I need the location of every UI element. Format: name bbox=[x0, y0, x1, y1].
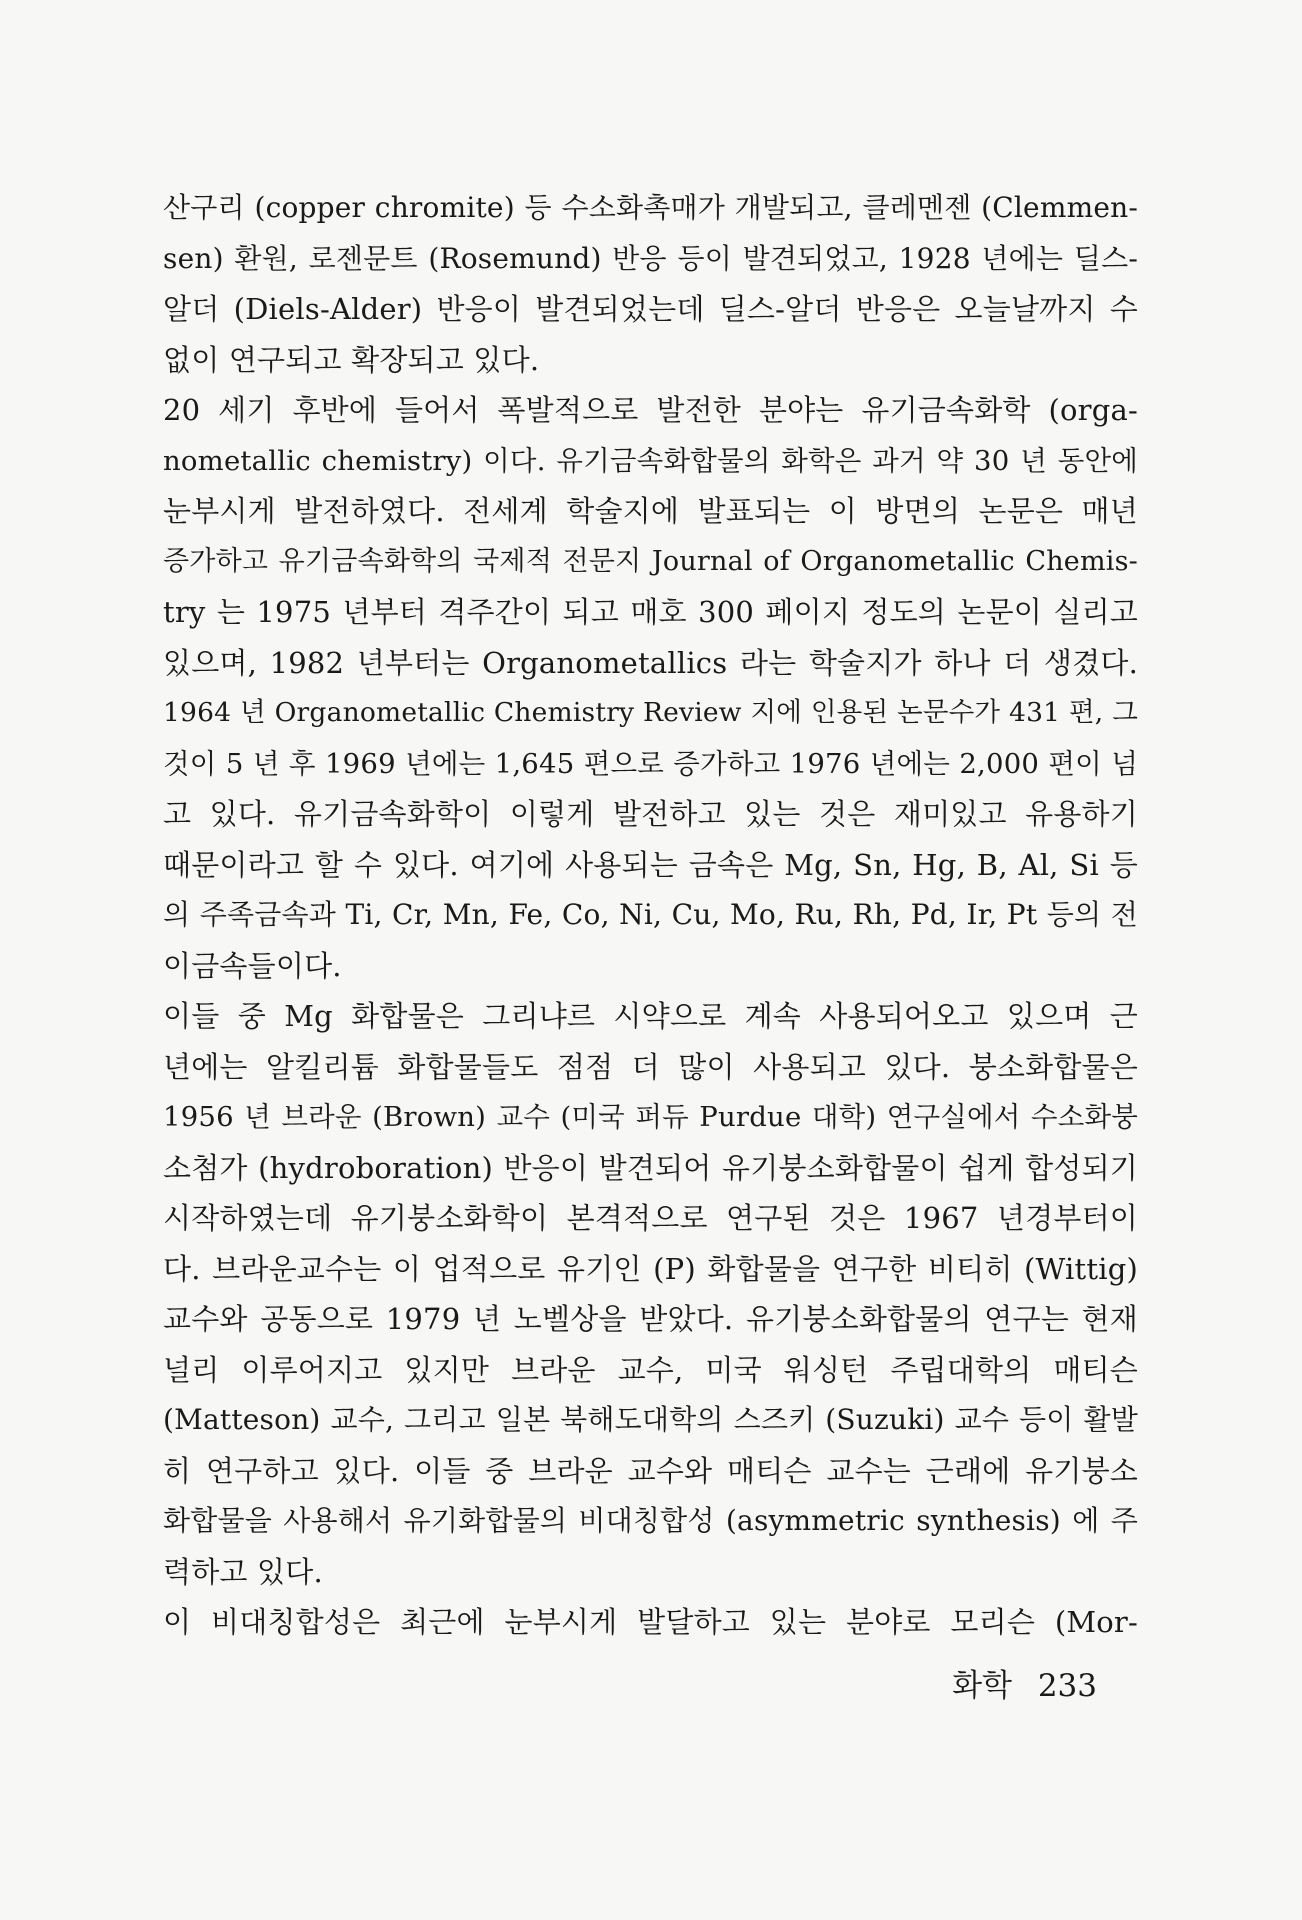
page-number: 233 bbox=[1037, 1668, 1097, 1704]
text-line: 이들 중 Mg 화합물은 그리냐르 시약으로 계속 사용되어오고 있으며 근 bbox=[163, 999, 1138, 1033]
text-line: 의 주족금속과 Ti, Cr, Mn, Fe, Co, Ni, Cu, Mo, Ru, Rh, Pd, Ir, Pt 등의 전 bbox=[163, 898, 1138, 931]
paragraph-4 bbox=[163, 1597, 1138, 1648]
text-line: 소첨가 (hydroboration) 반응이 발견되어 유기붕소화합물이 쉽게 합성되기 bbox=[163, 1150, 1138, 1185]
text-line: 고 있다. 유기금속화학이 이렇게 발전하고 있는 것은 재미있고 유용하기 bbox=[163, 797, 1138, 831]
text-line: 없이 연구되고 확장되고 있다. bbox=[163, 342, 540, 377]
text-line: 있으며, 1982 년부터는 Organometallics 라는 학술지가 하나 더 생겼다. bbox=[163, 645, 1138, 680]
text-line: 20 세기 후반에 들어서 폭발적으로 발전한 분야는 유기금속화학 (orga- bbox=[163, 393, 1138, 427]
text-line: 1964 년 Organometallic Chemistry Review 지에 인용된 논문수가 431 편, 그 bbox=[163, 697, 1138, 728]
paragraph-1 bbox=[163, 183, 1138, 385]
text-line: 눈부시게 발전하였다. 전세계 학술지에 발표되는 이 방면의 논문은 매년 bbox=[163, 494, 1138, 528]
text-line: 알더 (Diels-Alder) 반응이 발견되었는데 딜스-알더 반응은 오늘날까지 수 bbox=[163, 292, 1138, 326]
text-line: 이 비대칭합성은 최근에 눈부시게 발달하고 있는 분야로 모리슨 (Mor- bbox=[163, 1605, 1138, 1639]
text-line: 년에는 알킬리튬 화합물들도 점점 더 많이 사용되고 있다. 붕소화합물은 bbox=[163, 1049, 1138, 1084]
text-line: 이금속들이다. bbox=[163, 948, 342, 983]
text-line: 증가하고 유기금속화학의 국제적 전문지 Journal of Organometallic Chemis- bbox=[163, 545, 1138, 577]
paragraph-3 bbox=[163, 991, 1138, 1597]
text-line: 1956 년 브라운 (Brown) 교수 (미국 퍼듀 Purdue 대학) 연구실에서 수소화붕 bbox=[163, 1101, 1138, 1133]
paragraph-2 bbox=[163, 385, 1138, 991]
text-line: nometallic chemistry) 이다. 유기금속화합물의 화학은 과거 약 30 년 동안에 bbox=[163, 444, 1138, 477]
running-footer-section: 화학 bbox=[952, 1668, 1012, 1704]
page-footer bbox=[952, 1660, 1097, 1705]
text-line: 산구리 (copper chromite) 등 수소화촉매가 개발되고, 클레멘젠 (Clemmen- bbox=[163, 191, 1138, 224]
text-line: 화합물을 사용해서 유기화합물의 비대칭합성 (asymmetric synthesis) 에 주 bbox=[163, 1504, 1138, 1537]
text-line: 시작하였는데 유기붕소화학이 본격적으로 연구된 것은 1967 년경부터이 bbox=[163, 1201, 1138, 1235]
body-text bbox=[163, 183, 1138, 1648]
text-line: 널리 이루어지고 있지만 브라운 교수, 미국 워싱턴 주립대학의 매티슨 bbox=[163, 1352, 1138, 1387]
text-line: sen) 환원, 로젠문트 (Rosemund) 반응 등이 발견되었고, 1928 년에는 딜스- bbox=[163, 241, 1138, 275]
text-line: 교수와 공동으로 1979 년 노벨상을 받았다. 유기붕소화합물의 연구는 현재 bbox=[163, 1302, 1138, 1336]
text-line: 력하고 있다. bbox=[163, 1554, 323, 1589]
text-line: try 는 1975 년부터 격주간이 되고 매호 300 페이지 정도의 논문이 실리고 bbox=[163, 595, 1138, 629]
text-line: 것이 5 년 후 1969 년에는 1,645 편으로 증가하고 1976 년에는 2,000 편이 넘 bbox=[163, 747, 1138, 780]
text-line: (Matteson) 교수, 그리고 일본 북해도대학의 스즈키 (Suzuki) 교수 등이 활발 bbox=[163, 1403, 1138, 1436]
text-line: 히 연구하고 있다. 이들 중 브라운 교수와 매티슨 교수는 근래에 유기붕소 bbox=[163, 1453, 1138, 1488]
text-line: 다. 브라운교수는 이 업적으로 유기인 (P) 화합물을 연구한 비티히 (Wittig) bbox=[163, 1251, 1138, 1286]
text-line: 때문이라고 할 수 있다. 여기에 사용되는 금속은 Mg, Sn, Hg, B, Al, Si 등 bbox=[163, 847, 1138, 882]
